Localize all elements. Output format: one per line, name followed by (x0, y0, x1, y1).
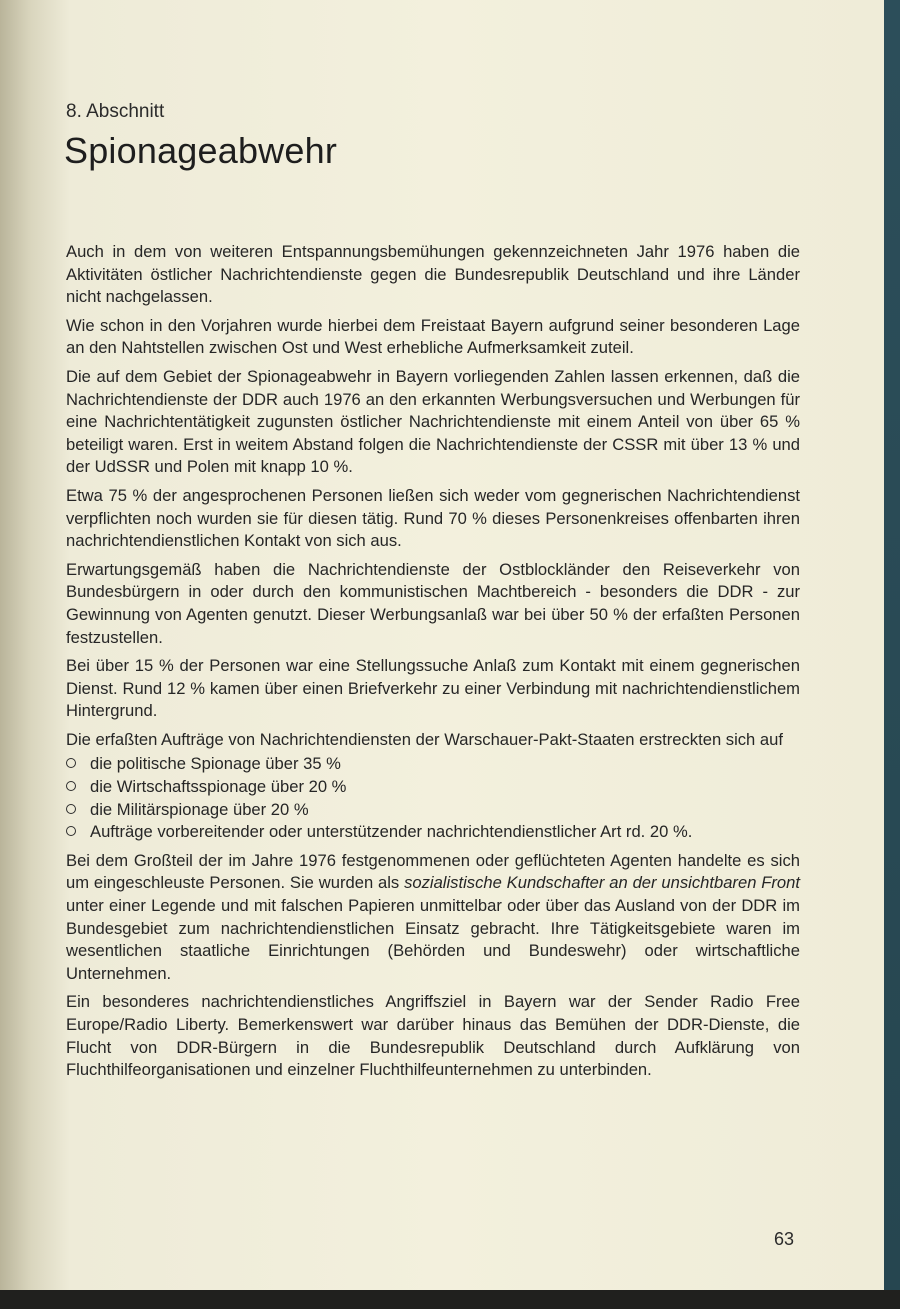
paragraph: Wie schon in den Vorjahren wurde hierbei dem Freistaat Bayern aufgrund seiner besonderen Lage an den Nahtstellen zwischen Ost und West erhebliche Aufmerksamkeit zuteil. (66, 315, 800, 358)
page-number: 63 (774, 1229, 795, 1249)
list-item-text: die Wirtschaftsspionage über 20 % (90, 777, 347, 797)
circle-bullet-icon (66, 804, 76, 814)
list-item-text: die Militärspionage über 20 % (90, 799, 309, 819)
text-span: Bei dem Großteil der im Jahre 1976 festgenommenen oder geflüchteten Agenten handelte es sich um eingeschleuste Personen. Sie wurden als (66, 850, 800, 893)
circle-bullet-icon (66, 758, 76, 768)
list-item (66, 821, 800, 844)
list-item (66, 776, 800, 799)
list-item-text: die politische Spionage über 35 % (90, 754, 341, 774)
paragraph: Erwartungsgemäß haben die Nachrichtendienste der Ostblockländer den Reiseverkehr von Bundesbürgern in oder durch den kommunistischen Machtbereich - besonders die DDR - zur Gewinnung von Agenten genutzt. Dieser Werbungsanlaß war bei über 50 % der erfaßten Personen festzustellen. (66, 559, 800, 647)
page-title: Spionageabwehr (64, 130, 338, 171)
circle-bullet-icon (66, 826, 76, 836)
paragraph: Die erfaßten Aufträge von Nachrichtendiensten der Warschauer-Pakt-Staaten erstreckten sich auf (66, 729, 783, 749)
emphasized-text: sozialistische Kundschafter an der unsichtbaren Front (404, 873, 800, 893)
list-item (66, 753, 800, 776)
paragraph: Bei über 15 % der Personen war eine Stellungssuche Anlaß zum Kontakt mit einem gegnerischen Dienst. Rund 12 % kamen über einen Briefverkehr zu einer Verbindung mit nachrichtendienstlichem Hintergrund. (66, 656, 800, 721)
document-body (66, 241, 800, 1088)
espionage-list (66, 753, 800, 843)
list-item (66, 799, 800, 822)
circle-bullet-icon (66, 781, 76, 791)
paragraph (66, 850, 800, 986)
paragraph: Etwa 75 % der angesprochenen Personen ließen sich weder vom gegnerischen Nachrichtendienst verpflichten noch wurden sie für diesen tätig. Rund 70 % dieses Personenkreises offenbarten ihren nachrichtendienstlichen Kontakt von sich aus. (66, 485, 800, 551)
paragraph: Ein besonderes nachrichtendienstliches Angriffsziel in Bayern war der Sender Radio Free Europe/Radio Liberty. Bemerkenswert war darüber hinaus das Bemühen der DDR-Dienste, die Flucht von DDR-Bürgern in die Bundesrepublik Deutschland durch Aufklärung von Fluchthilfeorganisationen und einzelner Fluchthilfeunternehmen zu unterbinden. (66, 992, 800, 1080)
book-cover-edge (884, 0, 900, 1309)
list-item-text: Aufträge vorbereitender oder unterstützender nachrichtendienstlicher Art rd. 20 %. (90, 822, 693, 842)
paragraph: Auch in dem von weiteren Entspannungsbemühungen gekennzeichneten Jahr 1976 haben die Aktivitäten östlicher Nachrichtendienste gegen die Bundesrepublik Deutschland und ihre Länder nicht nachgelassen. (66, 242, 800, 307)
text-span: unter einer Legende und mit falschen Papieren unmittelbar oder über das Ausland von der DDR im Bundesgebiet zum nachrichtendienstlichen Einsatz gebracht. Ihre Tätigkeitsgebiete waren im wesentlichen staatliche Einrichtungen (Behörden und Bundeswehr) oder wirtschaftliche Unternehmen. (66, 896, 800, 983)
paragraph: Die auf dem Gebiet der Spionageabwehr in Bayern vorliegenden Zahlen lassen erkennen, daß die Nachrichtendienste der DDR auch 1976 an den erkannten Werbungsversuchen und Werbungen für eine Nachrichtentätigkeit zugunsten östlicher Nachrichtendienste mit einem Anteil von über 65 % beteiligt waren. Erst in weitem Abstand folgen die Nachrichtendienste der CSSR mit über 13 % und der UdSSR und Polen mit knapp 10 %. (66, 366, 800, 477)
section-label: 8. Abschnitt (66, 101, 165, 122)
scan-border (0, 1290, 900, 1309)
